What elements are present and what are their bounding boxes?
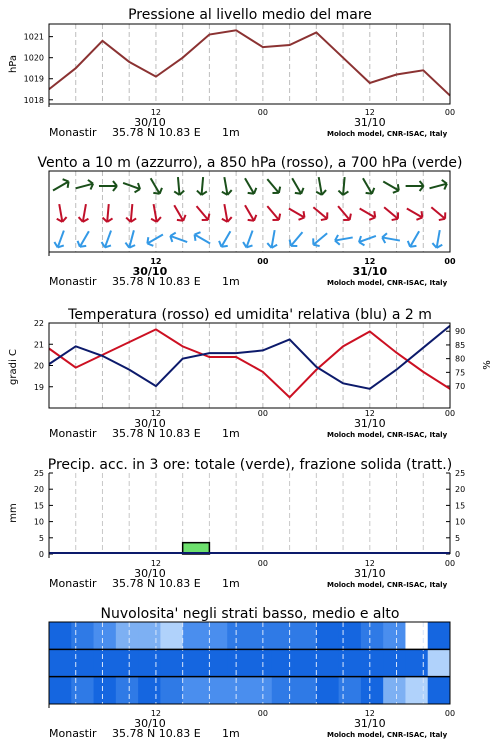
temperature-line [49, 329, 450, 397]
cloud-cell-medio [49, 649, 72, 676]
wind-shaft [197, 206, 209, 220]
cloud-cell-basso [160, 677, 183, 704]
wind-shaft [360, 209, 376, 218]
wind-shaft [363, 178, 372, 194]
wind-barb-700-hPa [288, 176, 306, 197]
time-tick-label: 00 [444, 409, 456, 418]
y-tick-label-left: 22 [33, 319, 44, 328]
panel-title-pressure: Pressione al livello medio del mare [128, 7, 372, 23]
cloud-cell-medio [316, 649, 339, 676]
cloud-cell-alto [94, 622, 117, 649]
y-tick-label-right: 5 [455, 533, 461, 543]
cloud-cell-alto [405, 622, 428, 649]
panel-title-precip: Precip. acc. in 3 ore: totale (verde), frazione solida (tratt.) [47, 457, 453, 473]
wind-shaft [83, 204, 86, 222]
date-label: 31/10 [352, 265, 388, 278]
time-tick-label: 12 [150, 257, 162, 266]
station-elevation: 1m [222, 275, 240, 288]
station-coords: 35.78 N 10.83 E [112, 577, 201, 590]
wind-shaft [147, 235, 163, 244]
y-axis-label-right: % [482, 360, 493, 370]
cloud-cell-medio [138, 649, 161, 676]
wind-barb-700-hPa [263, 176, 282, 196]
wind-barb-700-hPa [428, 179, 448, 193]
wind-shaft [151, 178, 160, 194]
wind-barb-700-hPa [74, 179, 94, 193]
cloud-cell-medio [183, 649, 206, 676]
model-credit: Moloch model, CNR-ISAC, Italy [327, 431, 448, 439]
wind-barb-850-hPa [404, 204, 425, 222]
wind-barb-10-m [169, 231, 189, 247]
y-axis-label-left: gradi C [8, 349, 19, 385]
wind-barb-10-m [432, 229, 445, 248]
cloud-cell-basso [361, 677, 384, 704]
cloud-cell-alto [361, 622, 384, 649]
wind-barb-700-hPa [121, 178, 141, 194]
wind-barb-850-hPa [126, 204, 138, 223]
cloud-cell-alto [183, 622, 206, 649]
y-tick-label-right: 15 [455, 501, 466, 511]
cloud-cell-alto [71, 622, 94, 649]
wind-barb-850-hPa [381, 203, 401, 222]
cloud-cell-alto [383, 622, 406, 649]
wind-barb-10-m [381, 233, 400, 246]
station-name: Monastir [49, 727, 97, 740]
pressure-line [49, 30, 450, 95]
wind-barb-700-hPa [241, 176, 259, 197]
y-tick-label-right: 70 [455, 382, 466, 392]
time-tick-label: 12 [150, 108, 162, 117]
wind-shaft [384, 207, 398, 219]
wind-barb-700-hPa [359, 176, 377, 197]
panel-title-wind: Vento a 10 m (azzurro), a 850 hPa (rosso), a 700 hPa (verde) [37, 155, 463, 171]
wind-barb-10-m [145, 230, 166, 248]
plot-frame [49, 24, 450, 104]
date-label: 30/10 [134, 116, 166, 129]
station-elevation: 1m [222, 727, 240, 740]
cloud-cell-medio [250, 649, 273, 676]
wind-shaft [224, 204, 227, 222]
y-tick-label-left: 25 [33, 469, 44, 478]
y-axis-label: mm [8, 503, 19, 523]
date-label: 31/10 [353, 567, 386, 580]
wind-barb-850-hPa [241, 203, 259, 224]
wind-barb-700-hPa [219, 176, 232, 195]
cloud-cell-basso [272, 677, 295, 704]
wind-barb-850-hPa [428, 203, 448, 222]
cloud-cell-basso [49, 677, 72, 704]
time-tick-label: 12 [150, 559, 162, 568]
wind-shaft [382, 237, 400, 240]
wind-shaft [291, 232, 303, 246]
cloud-cell-medio [294, 649, 317, 676]
panel-title-temperature: Temperatura (rosso) ed umidita' relativa (blu) a 2 m [68, 307, 432, 323]
y-tick-label-left: 20 [33, 485, 44, 495]
wind-barb-700-hPa [381, 177, 402, 195]
wind-shaft [245, 178, 254, 194]
wind-barb-700-hPa [338, 177, 350, 196]
time-tick-label: 00 [257, 108, 268, 117]
wind-barb-850-hPa [357, 204, 378, 222]
wind-shaft [221, 231, 230, 247]
wind-barb-10-m [406, 229, 424, 250]
cloud-cell-basso [339, 677, 362, 704]
cloud-cell-alto [272, 622, 295, 649]
wind-shaft [335, 237, 353, 240]
wind-shaft [410, 231, 419, 247]
y-tick-label-left: 0 [38, 550, 44, 559]
time-tick-label: 12 [364, 108, 375, 117]
cloud-cell-medio [116, 649, 139, 676]
date-label: 31/10 [353, 116, 386, 129]
wind-barb-10-m [53, 229, 69, 249]
date-label: 30/10 [134, 567, 166, 580]
model-credit: Moloch model, CNR-ISAC, Italy [327, 279, 448, 287]
station-coords: 35.78 N 10.83 E [112, 427, 201, 440]
wind-shaft [289, 209, 305, 218]
time-tick-label: 12 [150, 709, 162, 718]
wind-shaft [431, 207, 445, 219]
cloud-cell-medio [361, 649, 384, 676]
wind-barb-850-hPa [102, 204, 114, 223]
y-tick-label: 1019 [23, 74, 44, 84]
station-elevation: 1m [222, 427, 240, 440]
cloud-cell-basso [183, 677, 206, 704]
y-tick-label-left: 21 [33, 340, 44, 350]
date-label: 31/10 [353, 717, 386, 730]
y-tick-label-left: 10 [33, 517, 44, 527]
wind-shaft [437, 230, 440, 248]
y-tick-label-right: 85 [455, 340, 466, 350]
time-tick-label: 00 [257, 559, 268, 568]
wind-barb-700-hPa [99, 181, 117, 191]
time-tick-label: 12 [364, 709, 375, 718]
humidity-line [49, 326, 450, 389]
wind-barb-850-hPa [54, 203, 67, 222]
cloud-cell-alto [138, 622, 161, 649]
wind-shaft [245, 205, 254, 221]
date-label: 31/10 [353, 417, 386, 430]
wind-shaft [131, 204, 133, 222]
y-tick-label-left: 19 [33, 382, 44, 392]
model-credit: Moloch model, CNR-ISAC, Italy [327, 130, 448, 138]
wind-shaft [292, 178, 301, 194]
cloud-cell-medio [205, 649, 228, 676]
cloud-cell-alto [160, 622, 183, 649]
wind-shaft [313, 233, 327, 245]
wind-barb-10-m [76, 229, 94, 250]
wind-barb-10-m [357, 231, 377, 247]
cloud-cell-alto [428, 622, 451, 649]
wind-shaft [107, 204, 109, 222]
station-name: Monastir [49, 427, 97, 440]
cloud-cell-basso [205, 677, 228, 704]
time-tick-label: 00 [257, 709, 268, 718]
model-credit: Moloch model, CNR-ISAC, Italy [327, 731, 448, 739]
time-tick-label: 00 [257, 409, 268, 418]
station-elevation: 1m [222, 577, 240, 590]
y-tick-label: 1021 [23, 32, 44, 42]
station-coords: 35.78 N 10.83 E [112, 275, 201, 288]
cloud-cell-medio [405, 649, 428, 676]
cloud-cell-alto [316, 622, 339, 649]
y-tick-label-right: 20 [455, 485, 466, 495]
wind-shaft [272, 230, 275, 248]
cloud-cell-medio [71, 649, 94, 676]
cloud-cell-alto [250, 622, 273, 649]
cloud-cell-alto [294, 622, 317, 649]
wind-shaft [174, 205, 183, 221]
cloud-cell-basso [116, 677, 139, 704]
station-name: Monastir [49, 126, 97, 139]
time-tick-label: 00 [257, 257, 269, 266]
wind-barb-850-hPa [219, 203, 232, 222]
cloud-cell-basso [428, 677, 451, 704]
station-name: Monastir [49, 577, 97, 590]
station-elevation: 1m [222, 126, 240, 139]
wind-shaft [313, 207, 327, 219]
y-tick-label-right: 0 [455, 550, 461, 559]
cloud-cell-medio [339, 649, 362, 676]
wind-shaft [338, 206, 350, 220]
time-tick-label: 00 [444, 257, 456, 266]
wind-barb-850-hPa [310, 203, 330, 222]
wind-barb-700-hPa [50, 177, 71, 195]
cloud-cell-basso [250, 677, 273, 704]
cloud-cell-basso [138, 677, 161, 704]
cloud-cell-basso [94, 677, 117, 704]
cloud-cell-basso [294, 677, 317, 704]
wind-barb-10-m [310, 229, 330, 248]
cloud-cell-basso [383, 677, 406, 704]
wind-shaft [202, 177, 204, 195]
time-tick-label: 00 [444, 559, 456, 568]
cloud-cell-alto [49, 622, 72, 649]
wind-barb-700-hPa [314, 176, 327, 195]
station-coords: 35.78 N 10.83 E [112, 727, 201, 740]
y-axis-label: hPa [8, 54, 19, 74]
cloud-cell-alto [205, 622, 228, 649]
y-tick-label-left: 15 [33, 501, 44, 511]
wind-barb-850-hPa [334, 203, 353, 223]
wind-barb-700-hPa [146, 176, 164, 197]
cloud-cell-basso [405, 677, 428, 704]
y-tick-label-right: 90 [455, 327, 466, 337]
station-coords: 35.78 N 10.83 E [112, 126, 201, 139]
wind-barb-10-m [267, 229, 280, 248]
wind-shaft [80, 231, 89, 247]
wind-barb-850-hPa [78, 203, 91, 222]
wind-barb-850-hPa [149, 203, 162, 222]
wind-shaft [53, 182, 69, 191]
cloud-cell-medio [272, 649, 295, 676]
wind-barb-850-hPa [263, 203, 282, 223]
station-name: Monastir [49, 275, 97, 288]
cloud-cell-basso [316, 677, 339, 704]
wind-shaft [407, 209, 423, 218]
cloud-cell-medio [227, 649, 250, 676]
cloud-cell-medio [160, 649, 183, 676]
y-tick-label: 1020 [23, 53, 44, 63]
cloud-cell-basso [71, 677, 94, 704]
cloud-cell-alto [339, 622, 362, 649]
cloud-cell-medio [94, 649, 117, 676]
y-tick-label-right: 80 [455, 354, 466, 364]
wind-barb-10-m [242, 229, 258, 249]
wind-shaft [59, 204, 62, 222]
cloud-cell-alto [227, 622, 250, 649]
wind-shaft [178, 177, 180, 195]
wind-barb-10-m [124, 229, 138, 249]
date-label: 30/10 [134, 417, 166, 430]
panel-title-clouds: Nuvolosita' negli strati basso, medio e alto [100, 606, 400, 622]
wind-shaft [319, 177, 322, 195]
time-tick-label: 00 [444, 108, 456, 117]
time-tick-label: 12 [150, 409, 162, 418]
cloud-cell-medio [383, 649, 406, 676]
date-label: 30/10 [132, 265, 168, 278]
cloud-cell-alto [116, 622, 139, 649]
wind-barb-700-hPa [197, 177, 209, 196]
y-tick-label-left: 5 [38, 533, 44, 543]
wind-barb-10-m [334, 233, 353, 246]
cloud-cell-medio [428, 649, 451, 676]
y-tick-label-left: 20 [33, 361, 44, 371]
wind-barb-700-hPa [406, 181, 424, 191]
model-credit: Moloch model, CNR-ISAC, Italy [327, 581, 448, 589]
y-tick-label-right: 25 [455, 469, 466, 478]
wind-shaft [195, 235, 211, 244]
time-tick-label: 12 [364, 257, 376, 266]
cloud-cell-basso [227, 677, 250, 704]
time-tick-label: 12 [364, 559, 375, 568]
wind-shaft [224, 177, 227, 195]
date-label: 30/10 [134, 717, 166, 730]
y-tick-label-right: 10 [455, 517, 466, 527]
wind-shaft [267, 179, 279, 193]
time-tick-label: 00 [444, 709, 456, 718]
time-tick-label: 12 [364, 409, 375, 418]
y-tick-label: 1018 [23, 95, 44, 105]
wind-shaft [267, 206, 279, 220]
wind-barb-850-hPa [170, 203, 188, 224]
wind-barb-10-m [217, 229, 235, 250]
y-tick-label-right: 75 [455, 368, 466, 378]
